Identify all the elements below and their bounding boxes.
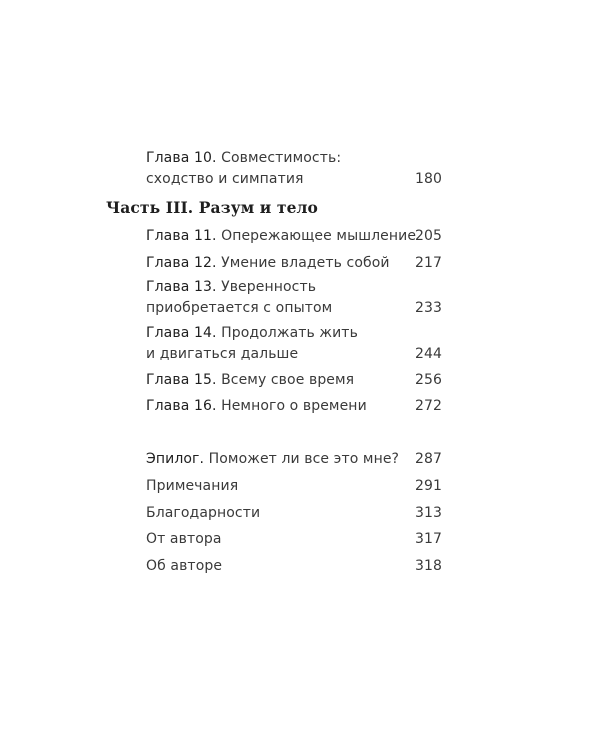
page-number: 287 [414,451,442,467]
toc-entry-chapter-11 [146,226,442,247]
part-heading: Часть III. Разум и тело [106,198,318,217]
chapter-label: Глава 13. [146,279,217,295]
entry-title: Благодарности [146,505,261,521]
page-number: 217 [414,255,442,271]
chapter-label: Глава 14. [146,325,217,341]
toc-entry-chapter-15 [146,370,442,391]
page-number: 180 [414,171,442,187]
chapter-title: Уверенность [221,279,317,295]
page-number: 313 [414,505,442,521]
chapter-title: Продолжать жить [221,325,358,341]
toc-title-line [146,148,442,169]
page-number: 291 [414,478,442,494]
chapter-label: Глава 16. [146,398,217,414]
toc-entry-chapter-10 [146,148,442,190]
page-number: 272 [414,398,442,414]
page-number: 244 [414,346,442,362]
chapter-title: Немного о времени [221,398,367,414]
chapter-label: Глава 10. [146,150,217,166]
toc-entry-from-author [146,529,442,550]
entry-title: Примечания [146,478,239,494]
chapter-label: Глава 12. [146,255,217,271]
entry-title: От автора [146,531,222,547]
toc-entry-chapter-12 [146,253,442,274]
toc-entry-chapter-16 [146,396,442,417]
toc-entry-acknowledgements [146,503,442,524]
epilogue-title: Поможет ли все это мне? [208,451,400,467]
chapter-title: Всему свое время [221,372,355,388]
entry-title: Об авторе [146,558,223,574]
toc-entry-about-author [146,556,442,577]
page-number: 318 [414,558,442,574]
toc-entry-notes [146,476,442,497]
chapter-title: Совместимость: [221,150,342,166]
page-number: 256 [414,372,442,388]
chapter-label: Глава 15. [146,372,217,388]
page-number: 205 [414,228,442,244]
chapter-title-cont: сходство и симпатия [146,171,304,187]
chapter-title-cont: и двигаться дальше [146,346,299,362]
toc-entry-epilogue [146,449,442,470]
toc-entry-chapter-14 [146,323,442,365]
chapter-title-cont: приобретается с опытом [146,300,333,316]
toc-entry-chapter-13 [146,277,442,319]
page-number: 233 [414,300,442,316]
chapter-label: Глава 11. [146,228,217,244]
chapter-title: Умение владеть собой [221,255,390,271]
chapter-title: Опережающее мышление [221,228,417,244]
epilogue-label: Эпилог. [146,451,205,467]
page-number: 317 [414,531,442,547]
